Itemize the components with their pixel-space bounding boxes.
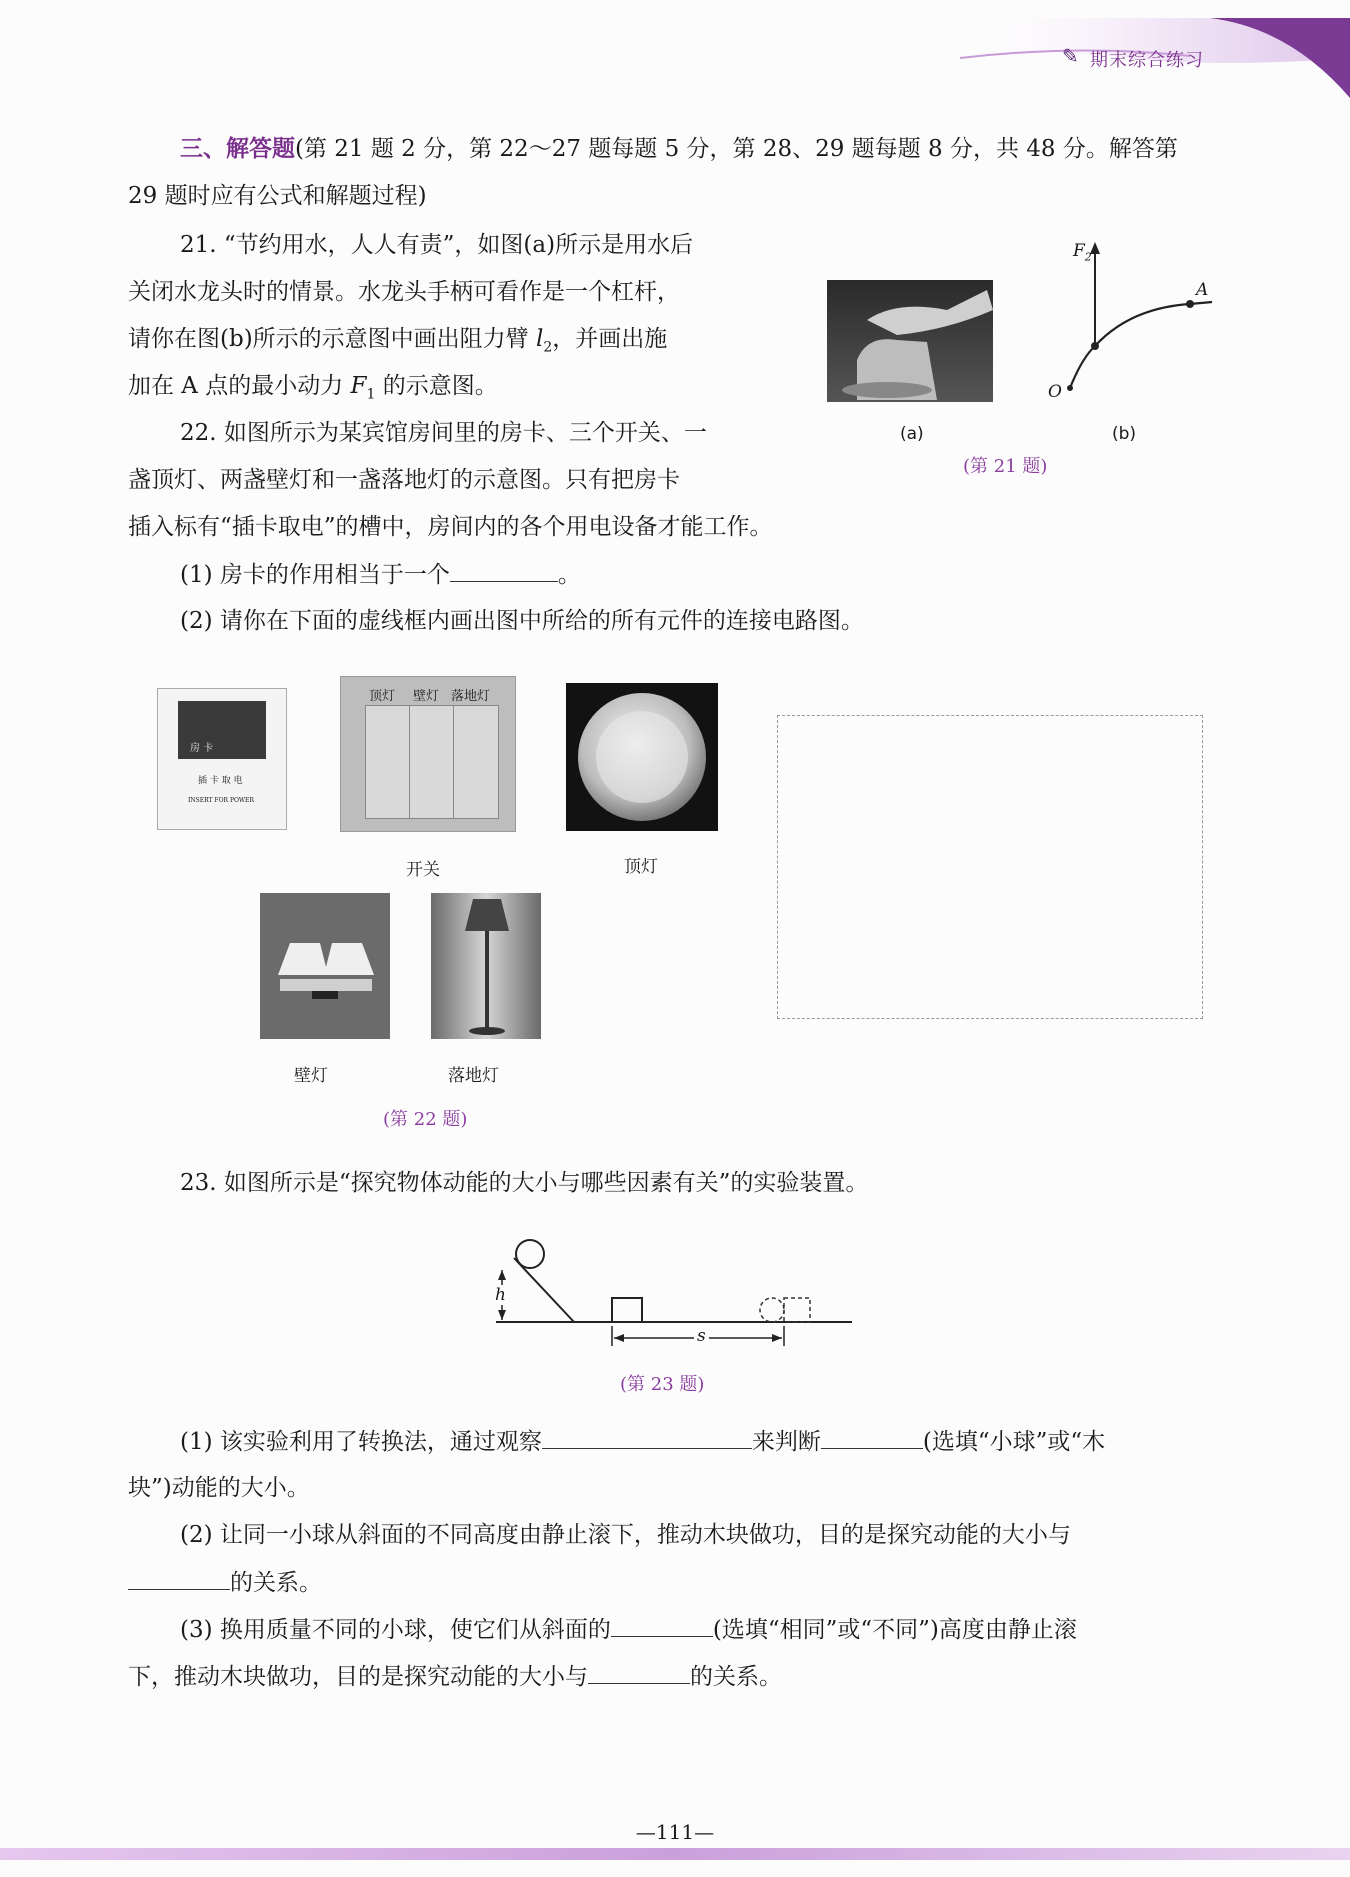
pen-icon: ✎ [1062,44,1079,68]
label-point-o: O [1048,382,1062,402]
q23-sub2: (2) 让同一小球从斜面的不同高度由静止滚下，推动木块做功，目的是探究动能的大小与 [180,1522,1071,1548]
label-ceiling: 顶灯 [624,857,658,877]
q23-sub1: (1) 该实验利用了转换法，通过观察 来判断 (选填“小球”或“木 [180,1426,1105,1457]
q23-blank4[interactable] [611,1614,713,1637]
q21-line4: 加在 A 点的最小动力 $F_1$ 的示意图。 [128,373,498,403]
q23-sub3: (3) 换用质量不同的小球，使它们从斜面的 (选填“相同”或“不同”)高度由静止滚 [180,1614,1077,1645]
incline-apparatus-diagram [490,1228,860,1358]
label-wall: 壁灯 [294,1066,328,1086]
lever-diagram [1040,238,1220,408]
floor-lamp-photo [431,893,541,1039]
q22-caption: (第 22 题) [383,1109,468,1130]
q23-line1: 23. 如图所示是“探究物体动能的大小与哪些因素有关”的实验装置。 [180,1170,869,1196]
label-point-a: A [1196,280,1209,300]
q23-blank5[interactable] [588,1661,690,1684]
q21-line2: 关闭水龙头时的情景。水龙头手柄可看作是一个杠杆， [128,279,680,305]
q23-blank3[interactable] [128,1567,230,1590]
q22-line2: 盏顶灯、两盏壁灯和一盏落地灯的示意图。只有把房卡 [128,467,680,493]
page-number: —111— [635,1820,715,1844]
faucet-photo [827,280,993,402]
q23-sub1-cont: 块”)动能的大小。 [128,1475,310,1501]
label-h: h [495,1285,506,1305]
ceiling-light-photo [566,683,718,831]
q22-sub1: (1) 房卡的作用相当于一个 。 [180,559,581,590]
fig21a-label: (a) [900,424,924,444]
q21-caption: (第 21 题) [963,456,1048,477]
circuit-drawing-box[interactable] [777,715,1203,1019]
wall-lamp-photo [260,893,390,1039]
section-title: 三、解答题 [180,136,295,162]
room-card-photo: 房 卡 插 卡 取 电 INSERT FOR POWER [157,688,287,830]
q23-caption: (第 23 题) [620,1374,705,1395]
fig21b-label: (b) [1112,424,1137,444]
q21-line1: 21. “节约用水，人人有责”，如图(a)所示是用水后 [180,232,694,258]
q22-blank1[interactable] [450,559,558,582]
label-f2: $F_2$ [1073,241,1092,264]
q21-line3: 请你在图(b)所示的示意图中画出阻力臂 $l_2$，并画出施 [128,326,668,356]
q23-blank1[interactable] [542,1426,752,1449]
header-title: 期末综合练习 [1090,50,1204,71]
section-intro-2: 29 题时应有公式和解题过程) [128,183,427,209]
label-switch: 开关 [406,860,440,880]
q22-line1: 22. 如图所示为某宾馆房间里的房卡、三个开关、一 [180,420,707,446]
switch-photo: 顶灯 壁灯 落地灯 [340,676,516,832]
q23-sub3-cont: 下，推动木块做功，目的是探究动能的大小与 的关系。 [128,1661,782,1692]
q22-line3: 插入标有“插卡取电”的槽中，房间内的各个用电设备才能工作。 [128,514,773,540]
section-intro-1: (第 21 题 2 分，第 22～27 题每题 5 分，第 28、29 题每题 8 分，共 48 分。解答第 [295,136,1178,162]
label-s: s [694,1326,709,1346]
label-floor: 落地灯 [448,1066,499,1086]
q23-sub2-cont: 的关系。 [128,1567,322,1598]
bottom-decoration [0,1848,1350,1860]
q23-blank2[interactable] [821,1426,923,1449]
q22-sub2: (2) 请你在下面的虚线框内画出图中所给的所有元件的连接电路图。 [180,608,864,634]
section-heading [180,134,1178,164]
